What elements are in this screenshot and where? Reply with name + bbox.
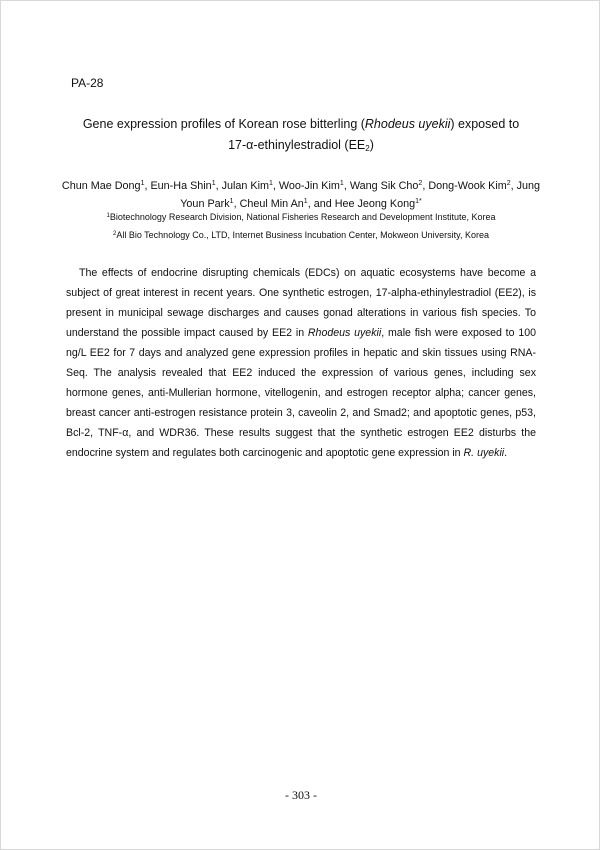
title-line2-prefix: 17-α-ethinylestradiol (EE xyxy=(228,138,366,152)
author-affiliation-mark: 2 xyxy=(418,180,423,187)
author-name: Eun-Ha Shin xyxy=(150,180,212,192)
affiliation-text: Biotechnology Research Division, National Fisheries Research and Development Institute, Korea xyxy=(109,212,496,222)
affiliation-number: 1 xyxy=(106,213,110,219)
page-number: - 303 - xyxy=(285,788,317,802)
author-name: Hee Jeong Kong xyxy=(334,198,416,210)
author-affiliation-mark: 2 xyxy=(506,180,511,187)
abstract-species-name: Rhodeus uyekii xyxy=(307,327,382,339)
abstract-species-abbrev: R. uyekii xyxy=(463,447,505,459)
author-affiliation-mark: 1 xyxy=(303,198,308,205)
affiliation xyxy=(41,211,561,223)
author-affiliation-mark: 1 xyxy=(229,198,234,205)
author-affiliation-mark: 1* xyxy=(415,198,422,205)
affiliation-text: All Bio Technology Co., LTD, Internet Business Incubation Center, Mokweon University, Korea xyxy=(116,230,490,240)
title-text-part2: ) exposed to xyxy=(450,117,520,131)
author-affiliation-mark: 1 xyxy=(211,180,216,187)
author-name: Cheul Min An xyxy=(239,198,304,210)
author-name: Jung Youn Park xyxy=(180,180,541,210)
author-name: Wang Sik Cho xyxy=(349,180,419,192)
paper-title xyxy=(51,114,551,156)
author-name: Julan Kim xyxy=(221,180,269,192)
abstract-code: PA-28 xyxy=(71,76,104,90)
abstract-body xyxy=(66,263,536,463)
abstract-text-part1: The effects of endocrine disrupting chemicals (EDCs) on aquatic ecosystems have become a subject of great interest in recent years. One synthetic estrogen, 17-alpha-ethinylestradiol (EE2), is present in municipal sewage discharges and causes gonad alterations in various fish species. To understand the possible impact caused by EE2 in xyxy=(66,267,536,339)
title-species-name: Rhodeus uyekii xyxy=(364,117,451,131)
author-affiliation-mark: 1 xyxy=(339,180,344,187)
abstract-text-part2: , male fish were exposed to 100 ng/L EE2 for 7 days and analyzed gene expression profiles in hepatic and skin tissues using RNA-Seq. The analysis revealed that EE2 induced the expression of various genes, including sex hormone genes, anti-Mullerian hormone, vitellogenin, and estrogen receptor alpha; cancer genes, breast cancer anti-estrogen resistance protein 3, caveolin 2, and Smad2; and apoptotic genes, p53, Bcl-2, TNF-α, and WDR36. These results suggest that the synthetic estrogen EE2 disturbs the endocrine system and regulates both carcinogenic and apoptotic gene expression in xyxy=(66,327,536,459)
title-subscript: 2 xyxy=(365,144,370,153)
affiliation-number: 2 xyxy=(112,231,117,237)
author-affiliation-mark: 1 xyxy=(269,180,273,187)
author-name: Woo-Jin Kim xyxy=(278,180,340,192)
author-affiliation-mark: 1 xyxy=(140,180,145,187)
author-list: Chun Mae Dong$^1$, Eun-Ha Shin$^1$, Julan Kim$^1$, Woo-Jin Kim$^1$, Wang Sik Cho$^2$, Dong-Wook Kim$^2$, Jung Youn Park$^1$, Cheul Min An$^1$, and Hee Jeong Kong$^{1*}$ xyxy=(61,180,541,210)
author-name: Dong-Wook Kim xyxy=(428,180,507,192)
title-text-part1: Gene expression profiles of Korean rose bitterling ( xyxy=(82,117,365,131)
abstract-text-part3: . xyxy=(504,447,508,459)
title-line2-suffix: ) xyxy=(369,138,374,152)
author-conjunction: and xyxy=(313,198,332,210)
author-name: Chun Mae Dong xyxy=(61,180,141,192)
affiliation xyxy=(41,229,561,241)
